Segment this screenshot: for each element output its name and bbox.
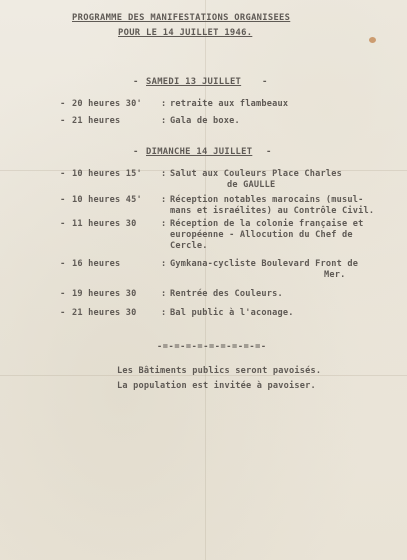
item-description: Cercle.: [170, 241, 208, 251]
item-time: 10 heures 15': [72, 169, 142, 179]
section-dash: -: [133, 147, 139, 157]
item-separator: :: [161, 195, 167, 205]
item-dash: -: [60, 308, 66, 318]
item-description: Salut aux Couleurs Place Charles: [170, 169, 342, 179]
section-dash: -: [262, 77, 268, 87]
rust-stain: [369, 37, 376, 43]
item-time: 16 heures: [72, 259, 121, 269]
item-separator: :: [161, 116, 167, 126]
item-dash: -: [60, 259, 66, 269]
item-time: 21 heures 30: [72, 308, 137, 318]
item-description: retraite aux flambeaux: [170, 99, 289, 109]
decorative-separator: -=-=-=-=-=-=-=-=-=-: [157, 342, 267, 352]
footer-line: Les Bâtiments publics seront pavoisés.: [117, 366, 322, 376]
document-title: PROGRAMME DES MANIFESTATIONS ORGANISEES: [72, 13, 291, 23]
item-description: Bal public à l'aconage.: [170, 308, 294, 318]
item-description: Réception notables marocains (musul-: [170, 195, 364, 205]
item-description: Gala de boxe.: [170, 116, 240, 126]
item-dash: -: [60, 169, 66, 179]
item-separator: :: [161, 259, 167, 269]
item-time: 19 heures 30: [72, 289, 137, 299]
section-title-saturday: SAMEDI 13 JUILLET: [146, 77, 242, 87]
item-dash: -: [60, 116, 66, 126]
item-separator: :: [161, 99, 167, 109]
item-dash: -: [60, 289, 66, 299]
item-description: européenne - Allocution du Chef de: [170, 230, 353, 240]
item-description: Rentrée des Couleurs.: [170, 289, 283, 299]
item-description: Gymkana-cycliste Boulevard Front de: [170, 259, 359, 269]
item-separator: :: [161, 308, 167, 318]
item-dash: -: [60, 195, 66, 205]
section-dash: -: [133, 77, 139, 87]
item-separator: :: [161, 169, 167, 179]
footer-line: La population est invitée à pavoiser.: [117, 381, 316, 391]
document-subtitle: POUR LE 14 JUILLET 1946.: [118, 28, 253, 38]
item-time: 21 heures: [72, 116, 121, 126]
item-description: de GAULLE: [227, 180, 276, 190]
item-dash: -: [60, 99, 66, 109]
item-dash: -: [60, 219, 66, 229]
item-time: 11 heures 30: [72, 219, 137, 229]
item-separator: :: [161, 289, 167, 299]
item-description: Réception de la colonie française et: [170, 219, 364, 229]
item-description: Mer.: [324, 270, 346, 280]
item-time: 10 heures 45': [72, 195, 142, 205]
section-dash: -: [266, 147, 272, 157]
item-separator: :: [161, 219, 167, 229]
item-description: mans et israélites) au Contrôle Civil.: [170, 206, 375, 216]
section-title-sunday: DIMANCHE 14 JUILLET: [146, 147, 253, 157]
item-time: 20 heures 30': [72, 99, 142, 109]
